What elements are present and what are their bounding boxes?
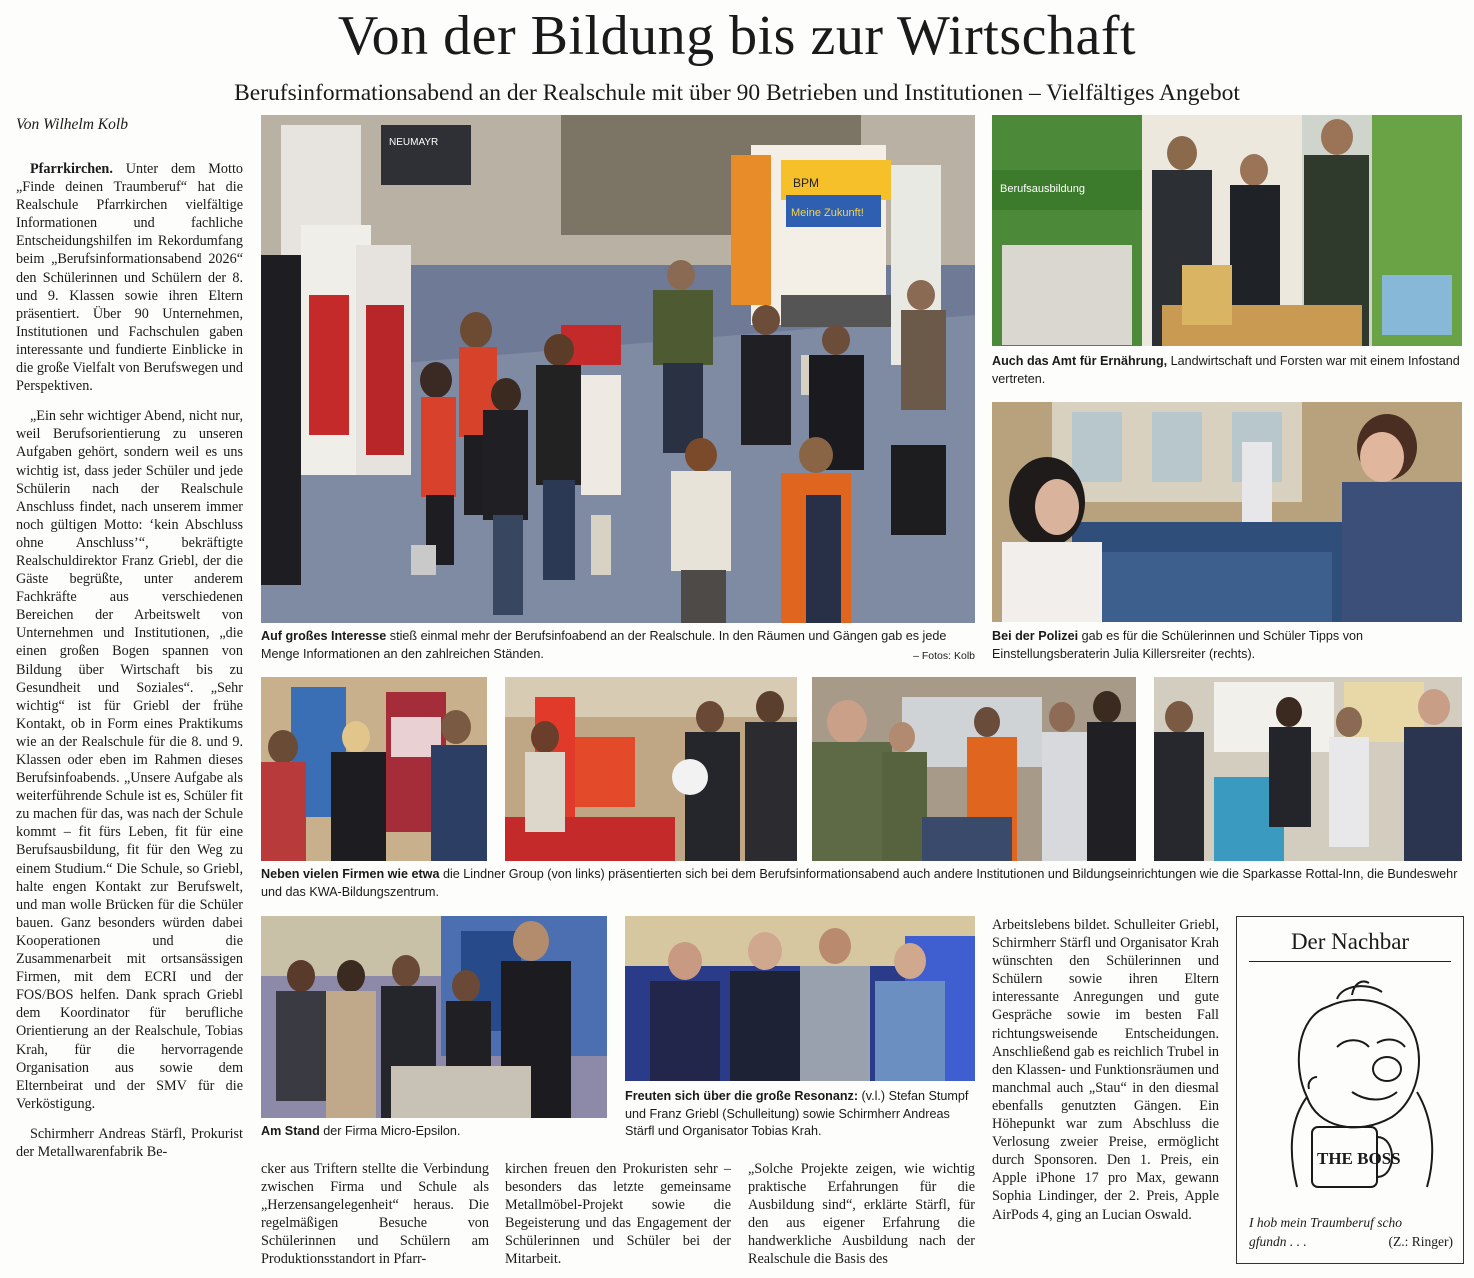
- nachbar-caption-line-2: gfundn . . .: [1249, 1234, 1307, 1249]
- paragraph-3: Schirmherr Andreas Stärfl, Prokurist der Metallwarenfabrik Be-: [16, 1125, 243, 1160]
- caption-polizei-lead: Bei der Polizei: [992, 629, 1079, 643]
- nachbar-title: Der Nachbar: [1290, 929, 1410, 954]
- nachbar-cartoon: [1257, 977, 1447, 1207]
- caption-stand: [261, 1123, 607, 1141]
- article-column-5: Arbeitslebens bildet. Schulleiter Griebl, Schirmherr Stärfl und Organisator Krah wünschten den Schülerinnen und Schülern sowie ihren Eltern interessante Anregungen und gute Gespräche sowie im besten Fall richtungsweisende Entscheidungen. Anschließend gab es reichlich Trubel in den Klassen- und Funktionsräumen und manchmal auch „Stau“ in den diesmal ebenfalls genutzten Gängen. Ein Höhepunkt war zum Abschluss die Verlosung zweier Preise, ermöglicht durch Sponsoren. Den 1. Preis, ein Apple iPhone 17 pro Max, gewann Sophia Lindinger, der 2. Preis, Apple AirPods 4, ging an Lucian Oswald.: [992, 917, 1219, 1223]
- sign-meine-zukunft: Meine Zukunft!: [791, 207, 864, 219]
- caption-stand-lead: Am Stand: [261, 1124, 320, 1138]
- photo-amt-ernaehrung: [992, 115, 1462, 346]
- dateline: Pfarrkirchen.: [30, 161, 113, 177]
- sign-bpm: BPM: [793, 176, 820, 190]
- paragraph-2: „Ein sehr wichtiger Abend, nicht nur, weil Berufsorientierung zu unseren Aufgaben gehört, sondern weil es uns wichtig ist, dass jeder Schüler und jede Schülerin nach der Realschule Anschluss findet, nach unserem immer noch gültigen Motto: ‘kein Abschluss ohne Anschluss’“, bekräftigte Realschuldirektor Franz Griebl, der die Gäste begrüßte, unter anderem Fachkräfte aus verschiedenen Bereichen der Arbeitswelt von Unternehmen und Institutionen, „die einen großen Bogen spannen von Bildung über Wirtschaft bis zu Gesundheit und Soziales“. „Sehr wichtig“ ist für Griebl der frühe Kontakt, ob in Form eines Praktikums wie an der Realschule für die 8. und 9. Klassen oder eben im Rahmen dieses Berufsinfoabends. „Unsere Aufgabe als weiterführende Schule ist es, Schüler fit zu machen für das, was nach der Schule kommt – fit fürs Leben, fit für eine Berufsausbildung, fit für den Weg zu einem Studium.“ Die Schule, so Griebl, halte engen Kontakt zur Berufswelt, und man wolle Brücken für die Schüler bauen. Ganz besonders würden dabei Kooperationen und die Zusammenarbeit mit ortsansässigen Firmen, mit dem ECRI und der FOS/BOS helfen. Dank sprach Griebl dem Koordinator für berufliche Orientierung an der Realschule, Tobias Krah, für die hervorragende Organisation aus sowie dem Elternbeirat und der SMV für die Verköstigung.: [16, 408, 243, 1112]
- caption-resonanz: [625, 1088, 975, 1141]
- photo-resonanz: [625, 916, 975, 1081]
- caption-amt-lead: Auch das Amt für Ernährung,: [992, 354, 1168, 368]
- caption-amt: [992, 353, 1464, 388]
- caption-polizei-text: gab es für die Schülerinnen und Schüler Tipps von Einstellungsberaterin Julia Killersreiter (rechts).: [992, 629, 1364, 661]
- nachbar-caption-line-1: I hob mein Traumberuf scho: [1249, 1215, 1402, 1230]
- photo-sparkasse: [505, 677, 797, 861]
- photo-lindner: [261, 677, 487, 861]
- article-column-2: cker aus Triftern stellte die Verbindung zwischen Firma und Schule als „Herzensangelegenheit“ heraus. Die regelmäßigen Besuche von Schülerinnen und Schülern am Produktionsstandort in Pfarr-: [261, 1161, 489, 1268]
- photo-main-hall: [261, 115, 975, 623]
- paragraph-1: [16, 160, 243, 395]
- photo-bundeswehr: [812, 677, 1136, 861]
- caption-main: [261, 628, 975, 665]
- nachbar-caption: [1249, 1213, 1453, 1251]
- caption-firmen: [261, 866, 1464, 901]
- caption-firmen-lead: Neben vielen Firmen wie etwa: [261, 867, 440, 881]
- photo-credit: – Fotos: Kolb: [913, 649, 975, 662]
- subheadline: Berufsinformationsabend an der Realschule mit über 90 Betrieben und Institutionen – Vielfältiges Angebot: [234, 80, 1240, 106]
- caption-resonanz-lead: Freuten sich über die große Resonanz:: [625, 1089, 859, 1103]
- caption-stand-text: der Firma Micro-Epsilon.: [319, 1124, 461, 1138]
- headline: Von der Bildung bis zur Wirtschaft: [337, 5, 1137, 67]
- photo-polizei: [992, 402, 1462, 622]
- caption-resonanz-text: (v.l.) Stefan Stumpf und Franz Griebl (Schulleitung) sowie Schirmherr Andreas Stärfl und Organisator Tobias Krah.: [625, 1089, 969, 1138]
- nachbar-divider: [1249, 961, 1451, 962]
- article-column-4: „Solche Projekte zeigen, wie wichtig praktische Erfahrungen für die Ausbildung sind“, erklärte Stärfl, für den aus eigener Erfahrung die handwerkliche Ausbildung nach der Realschule die Basis des: [748, 1161, 975, 1268]
- nachbar-box: [1236, 916, 1464, 1264]
- paragraph-1-text: Unter dem Motto „Finde deinen Traumberuf“ hat die Realschule Pfarrkirchen vielfältige Informationen und fachliche Entscheidungshilfen im Rekordumfang beim „Berufsinformationsabend 2026“ den Schülerinnen und Schülern der 8. und 9. Klassen sowie ihren Eltern präsentiert. Über 90 Unternehmen, Institutionen und Fachschulen gaben interessante und fundierte Einblicke in die große Vielfalt von Berufswegen und Perspektiven.: [16, 161, 244, 395]
- mug-label: THE BOSS: [1317, 1149, 1401, 1168]
- photo-kwa: [1154, 677, 1462, 861]
- article-column-1: [16, 160, 243, 1173]
- sign-berufsausbildung: Berufsausbildung: [1000, 183, 1086, 195]
- caption-amt-text: Landwirtschaft und Forsten war mit einem Infostand vertreten.: [992, 354, 1460, 386]
- photo-micro-epsilon: [261, 916, 607, 1118]
- article-column-3: kirchen freuen den Prokuristen sehr – besonders das letzte gemeinsame Metallmöbel-Projekt sowie die Begeisterung und das Engagement der Schülerinnen und Schüler bei der Mitarbeit.: [505, 1161, 731, 1268]
- nachbar-credit: (Z.: Ringer): [1388, 1234, 1453, 1249]
- sign-neumayr: NEUMAYR: [389, 137, 439, 148]
- byline: Von Wilhelm Kolb: [16, 116, 128, 133]
- caption-main-lead: Auf großes Interesse: [261, 629, 387, 643]
- caption-main-text: stieß einmal mehr der Berufsinfoabend an der Realschule. In den Räumen und Gängen gab es jede Menge Informationen an den zahlreichen Ständen.: [261, 629, 947, 661]
- caption-firmen-text: die Lindner Group (von links) präsentierten sich bei dem Berufsinformationsabend auch andere Institutionen und Bildungseinrichtungen wie die Sparkasse Rottal-Inn, die Bundeswehr und das KWA-Bildungszentrum.: [261, 867, 1458, 899]
- nachbar-caption-row-2: [1249, 1232, 1453, 1251]
- caption-polizei: [992, 628, 1464, 663]
